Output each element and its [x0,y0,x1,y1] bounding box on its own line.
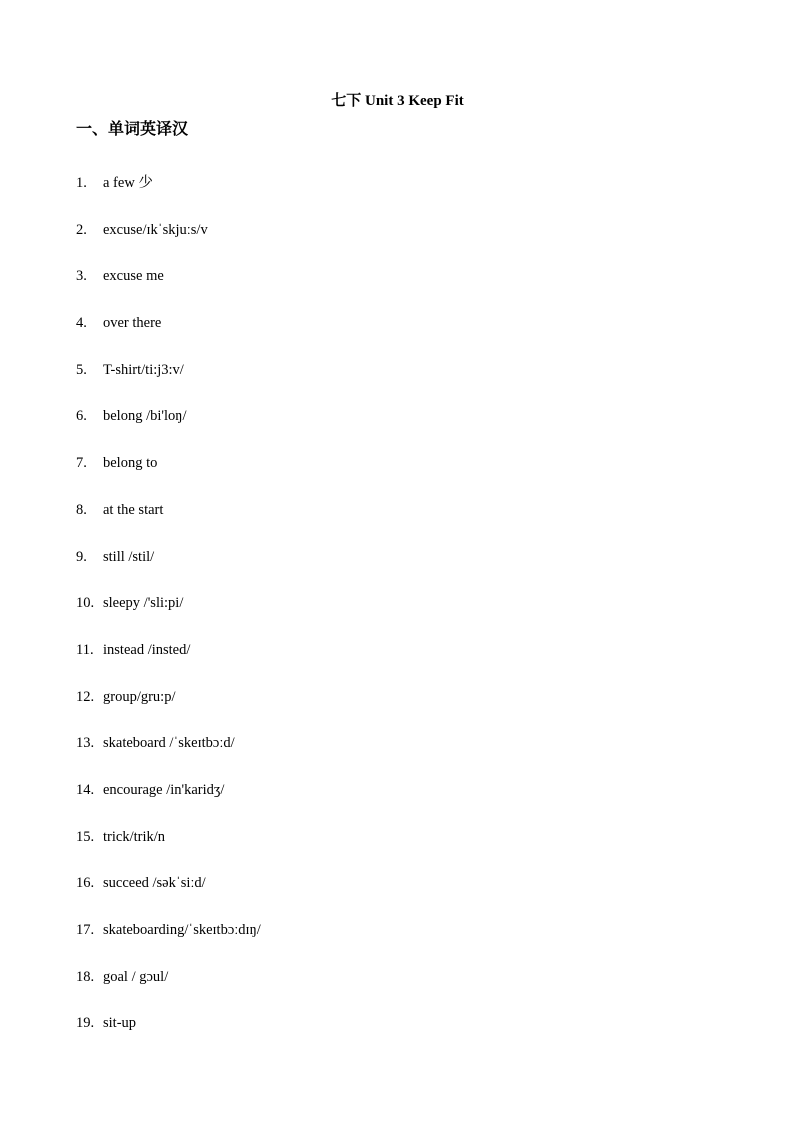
item-text: sit-up [103,1015,137,1032]
item-text: goal / gɔul/ [103,968,169,985]
item-text: skateboard /ˈskeɪtbɔːd/ [103,735,235,752]
item-number: 11. [76,641,94,658]
list-item [76,966,261,1013]
item-text: belong /bi'loŋ/ [103,408,187,425]
list-item [76,265,261,312]
item-text: belong to [103,455,158,472]
item-text: a few 少 [103,175,153,191]
item-text: succeed /səkˈsiːd/ [103,875,206,892]
item-text: excuse me [103,268,164,285]
list-item [76,779,261,826]
item-number: 7. [76,455,87,472]
item-number: 10. [76,595,95,612]
item-number: 1. [76,175,87,191]
vocab-list [76,172,261,1059]
list-item [76,499,261,546]
item-text: encourage /in'karidʒ/ [103,781,225,798]
item-text: excuse/ɪkˈskjuːs/v [103,221,208,238]
list-item [76,639,261,686]
list-item [76,919,261,966]
item-text: trick/trik/n [103,828,166,845]
item-number: 9. [76,548,87,565]
item-text: group/gru:p/ [103,688,176,705]
item-text: T-shirt/ti:j3:v/ [103,361,184,378]
item-number: 17. [76,922,95,938]
list-item [76,1012,261,1059]
item-number: 14. [76,781,95,798]
list-item [76,405,261,452]
item-number: 4. [76,315,87,332]
item-number: 15. [76,828,95,845]
list-item [76,872,261,919]
page-title: 七下 Unit 3 Keep Fit [331,93,464,109]
item-number: 8. [76,501,87,518]
item-number: 18. [76,968,95,985]
item-number: 12. [76,688,95,705]
item-text: skateboarding/ˈskeɪtbɔːdɪŋ/ [103,922,261,938]
item-number: 3. [76,268,87,285]
item-text: instead /insted/ [103,641,191,658]
item-text: sleepy /'sli:pi/ [103,595,184,612]
section-heading: 一、单词英译汉 [76,119,189,138]
item-number: 13. [76,735,95,752]
item-text: still /stil/ [103,548,155,565]
list-item [76,826,261,873]
item-text: over there [103,315,162,332]
item-number: 16. [76,875,95,892]
list-item [76,732,261,779]
list-item [76,592,261,639]
list-item [76,452,261,499]
item-number: 2. [76,221,87,238]
item-number: 5. [76,361,87,378]
item-text: at the start [103,501,164,518]
list-item [76,546,261,593]
item-number: 19. [76,1015,95,1032]
list-item [76,359,261,406]
item-number: 6. [76,408,87,425]
list-item [76,686,261,733]
list-item [76,172,261,219]
list-item [76,219,261,266]
list-item [76,312,261,359]
